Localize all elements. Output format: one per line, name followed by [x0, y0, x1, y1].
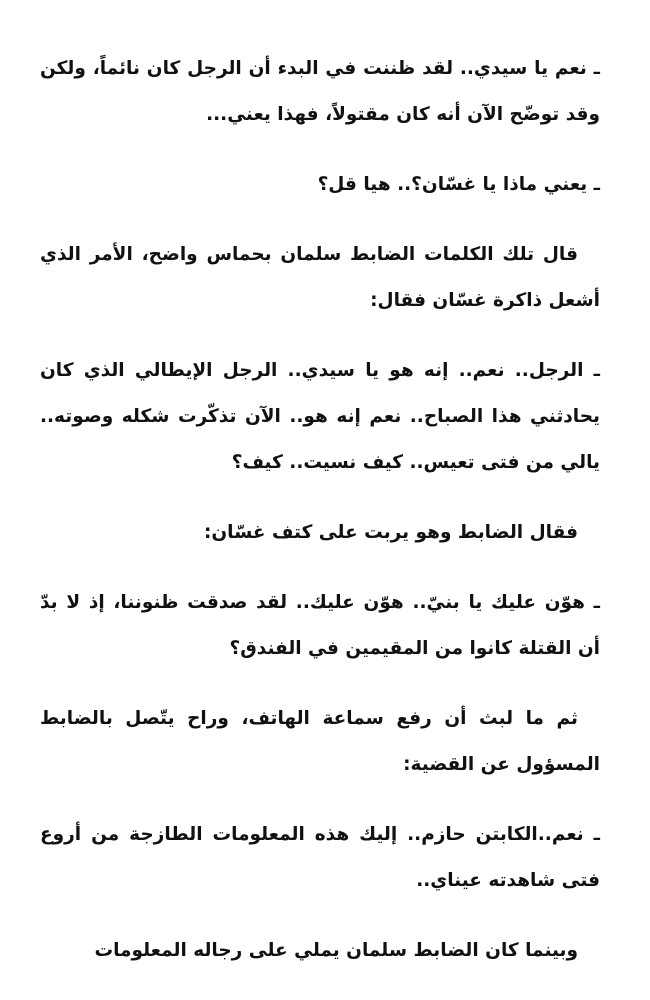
paragraph: قال تلك الكلمات الضابط سلمان بحماس واضح، الأمر الذي أشعل ذاكرة غسّان فقال: — [40, 244, 600, 311]
paragraph: فقال الضابط وهو يربت على كتف غسّان: — [203, 522, 578, 543]
paragraph: ـ يعني ماذا يا غسّان؟.. هيا قل؟ — [317, 174, 600, 195]
paragraph: ـ الرجل.. نعم.. إنه هو يا سيدي.. الرجل الإيطالي الذي كان يحادثني هذا الصباح.. نعم إنه هو.. الآن تذكّرت شكله وصوته.. يالي من فتى تعيس.. كيف نسيت.. كيف؟ — [40, 360, 600, 473]
paragraph: ـ هوّن عليك يا بنيّ.. هوّن عليك.. لقد صدقت ظنوننا، إذ لا بدّ أن القتلة كانوا من المقيمين في الفندق؟ — [40, 592, 600, 659]
paragraph: ـ نعم..الكابتن حازم.. إليك هذه المعلومات الطازجة من أروع فتى شاهدته عيناي.. — [40, 824, 600, 891]
paragraph: وبينما كان الضابط سلمان يملي على رجاله المعلومات — [94, 940, 578, 961]
paragraph: ثم ما لبث أن رفع سماعة الهاتف، وراح يتّصل بالضابط المسؤول عن القضية: — [40, 708, 600, 775]
page-text — [40, 46, 600, 998]
paragraph: ـ نعم يا سيدي.. لقد ظننت في البدء أن الرجل كان نائماً، ولكن وقد توضّح الآن أنه كان مقتولاً، فهذا يعني... — [40, 58, 600, 125]
